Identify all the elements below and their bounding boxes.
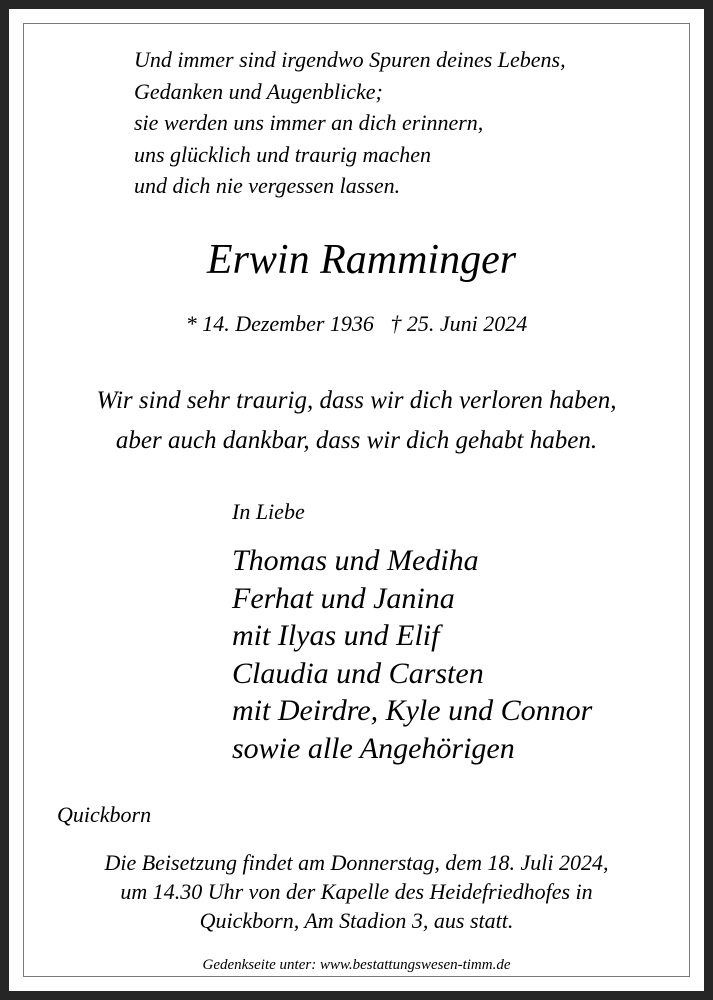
mourner-line: Thomas und Mediha [232, 544, 479, 577]
closing-phrase: In Liebe [232, 499, 305, 524]
mourner-line: Ferhat und Janina [232, 581, 455, 615]
mourners-list [232, 542, 592, 767]
memorial-website: Gedenkseite unter: www.bestattungswesen-timm.de [202, 957, 511, 973]
poem-line: uns glücklich und traurig machen [134, 141, 431, 167]
poem-line: sie werden uns immer an dich erinnern, [134, 110, 484, 135]
life-dates [0, 310, 713, 338]
mourner-line: Claudia und Carsten [232, 656, 484, 690]
poem [134, 44, 566, 202]
quote-line: Wir sind sehr traurig, dass wir dich verloren haben, [96, 387, 617, 414]
funeral-line: Quickborn, Am Stadion 3, aus statt. [199, 908, 514, 933]
mourning-quote [0, 381, 713, 461]
quote-line: aber auch dankbar, dass wir dich gehabt haben. [115, 427, 598, 454]
funeral-line: um 14.30 Uhr von der Kapelle des Heidefriedhofes in [120, 879, 593, 904]
deceased-name: Erwin Ramminger [206, 237, 517, 283]
death-date: † 25. Juni 2024 [390, 311, 528, 336]
poem-line: Gedanken und Augenblicke; [134, 78, 383, 104]
funeral-line: Die Beisetzung findet am Donnerstag, dem 18. Juli 2024, [104, 850, 609, 875]
funeral-info [0, 848, 713, 935]
mourner-line: mit Ilyas und Elif [232, 619, 440, 652]
mourner-line: sowie alle Angehörigen [232, 731, 515, 765]
place: Quickborn [57, 802, 152, 827]
birth-date: * 14. Dezember 1936 [185, 311, 374, 336]
poem-line: Und immer sind irgendwo Spuren deines Lebens, [134, 47, 566, 72]
mourner-line: mit Deirdre, Kyle und Connor [232, 694, 593, 727]
poem-line: und dich nie vergessen lassen. [134, 173, 401, 198]
